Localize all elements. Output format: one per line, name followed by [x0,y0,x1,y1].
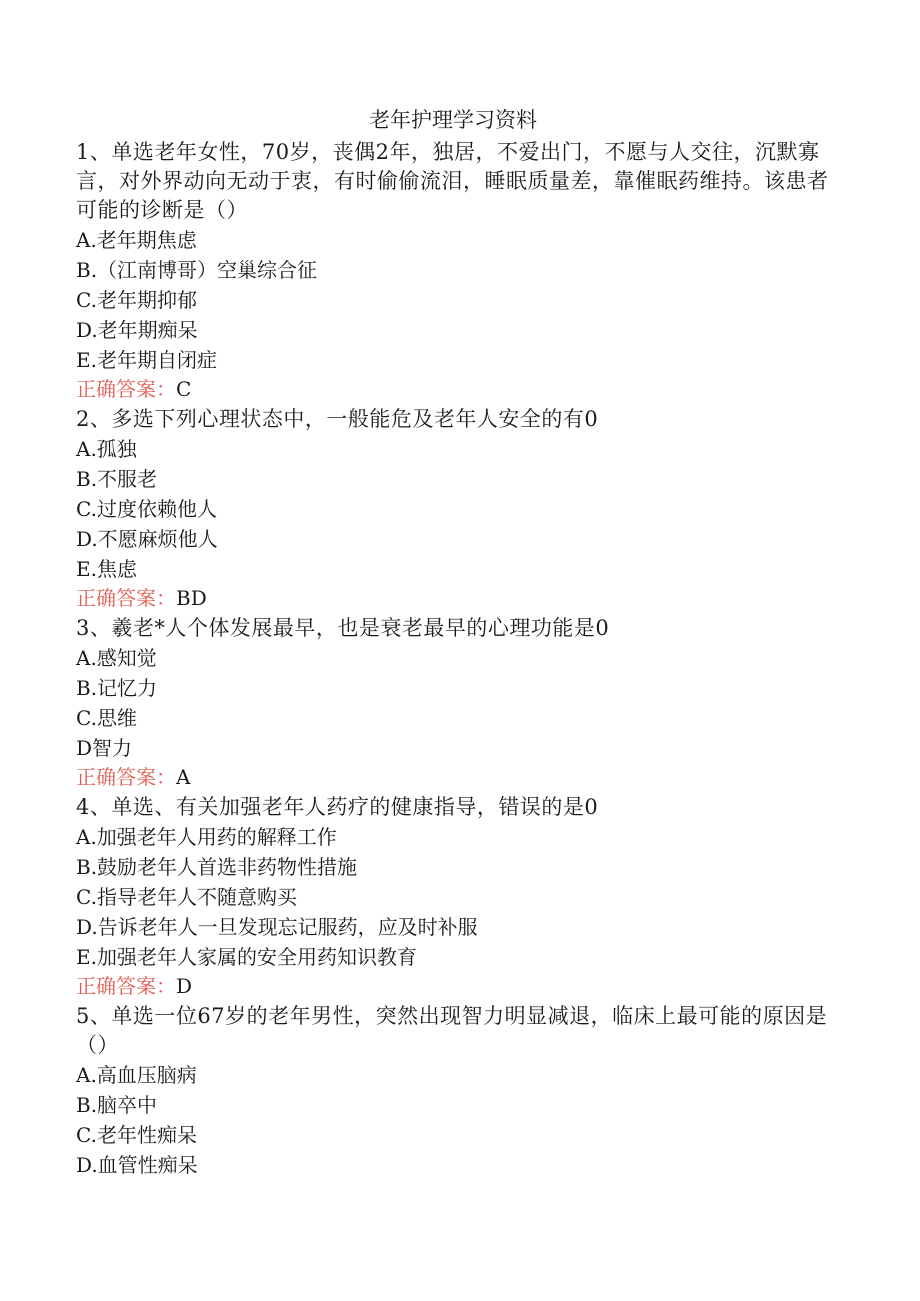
answer-option: D.不愿麻烦他人 [76,527,218,551]
answer-option: B.鼓励老年人首选非药物性措施 [76,855,358,879]
correct-answer [76,972,836,1000]
answer-option: E.焦虑 [76,557,137,581]
answer-option: A.高血压脑病 [76,1063,197,1087]
answer-option: C.思维 [76,706,137,730]
answer-option: B.脑卒中 [76,1093,158,1117]
question-block [76,1002,836,1180]
answer-option: A.感知觉 [76,646,157,670]
answer-option: C.指导老年人不随意购买 [76,885,297,909]
answer-option: A.老年期焦虑 [76,228,197,252]
question-block [76,614,836,791]
question-list [76,138,836,1180]
answer-option: A.孤独 [76,437,137,461]
answer-option: B.记忆力 [76,676,158,700]
answer-option: D.老年期痴呆 [76,318,198,342]
correct-answer-label: 正确答案： [76,765,176,789]
correct-answer-label: 正确答案： [76,377,176,401]
question-text: 4、单选、有关加强老年人药疗的健康指导，错误的是0 [76,795,599,819]
answer-option: D.告诉老年人一旦发现忘记服药，应及时补服 [76,915,478,939]
answer-option: B.不服老 [76,467,158,491]
answer-option: D智力 [76,736,133,760]
correct-answer [76,584,836,612]
correct-answer-value: C [176,377,192,401]
question-text: 1、单选老年女性，70岁，丧偶2年，独居，不爱出门，不愿与人交往，沉默寡言，对外界动向无动于衷，有时偷偷流泪，睡眠质量差，靠催眠药维持。该患者可能的诊断是（） [76,140,829,222]
question-text: 3、羲老*人个体发展最早，也是衰老最早的心理功能是0 [76,616,610,640]
question-text: 5、单选一位67岁的老年男性，突然出现智力明显减退，临床上最可能的原因是（） [76,1004,828,1057]
answer-option: D.血管性痴呆 [76,1153,198,1177]
question-block [76,405,836,612]
answer-option: C.老年期抑郁 [76,288,197,312]
answer-option: C.过度依赖他人 [76,497,217,521]
correct-answer-label: 正确答案： [76,974,176,998]
correct-answer-label: 正确答案： [76,586,176,610]
question-block [76,793,836,1000]
answer-option: E.加强老年人家属的安全用药知识教育 [76,945,417,969]
document-title: 老年护理学习资料 [369,108,537,132]
correct-answer [76,763,836,791]
question-text: 2、多选下列心理状态中，一般能危及老年人安全的有0 [76,407,599,431]
answer-option: C.老年性痴呆 [76,1123,197,1147]
question-block [76,138,836,403]
correct-answer-value: A [176,765,191,789]
answer-option: A.加强老年人用药的解释工作 [76,825,337,849]
answer-option: E.老年期自闭症 [76,348,217,372]
answer-option: B.（江南博哥）空巢综合征 [76,258,318,282]
correct-answer-value: BD [176,586,207,610]
correct-answer [76,375,836,403]
correct-answer-value: D [176,974,193,998]
